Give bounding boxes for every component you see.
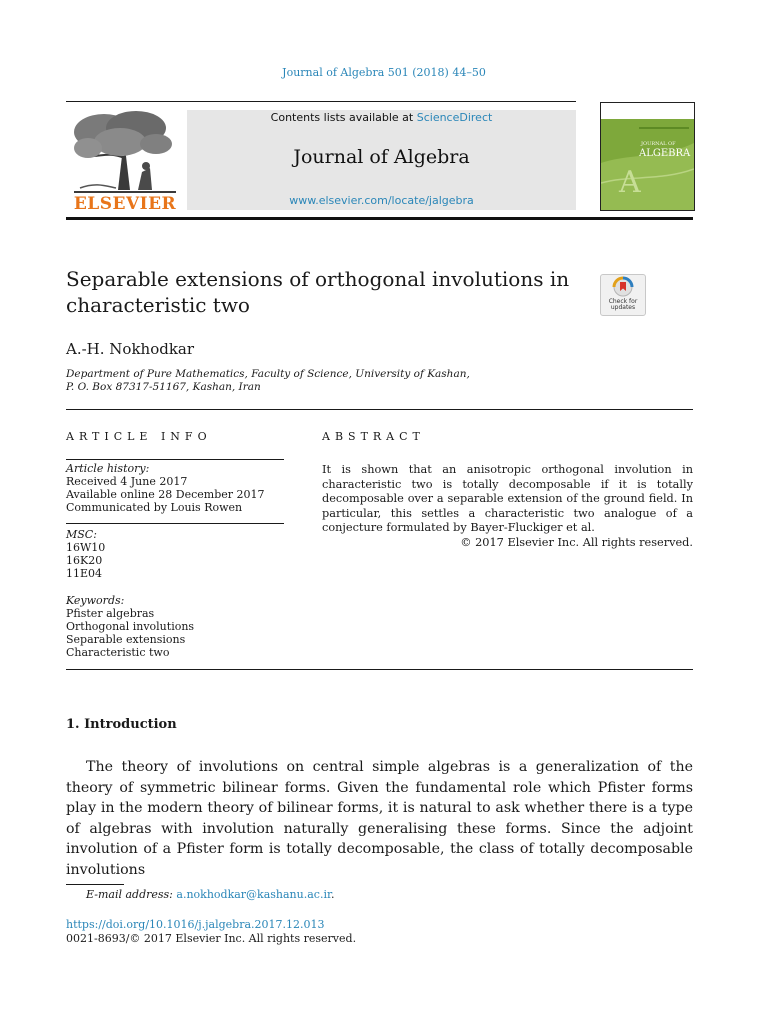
msc-item: 11E04 [66,567,103,580]
doi-link[interactable]: https://doi.org/10.1016/j.jalgebra.2017.12.013 [66,918,325,931]
badge-line1: Check for [608,298,638,305]
cover-line1: JOURNAL OF [641,141,676,147]
author-affiliation [66,368,586,394]
section-rule [66,669,693,670]
journal-url-link[interactable]: www.elsevier.com/locate/jalgebra [289,194,474,207]
email-period: . [331,888,335,901]
msc-item: 16K20 [66,554,103,567]
communicated-by: Communicated by Louis Rowen [66,501,243,514]
article-history [66,462,284,514]
contents-prefix: Contents lists available at [270,111,417,124]
publisher-name: ELSEVIER [73,194,177,214]
keyword-item: Orthogonal involutions [66,620,195,633]
journal-cover[interactable] [600,102,695,211]
email-label: E-mail address: [86,888,173,901]
journal-reference[interactable]: Journal of Algebra 501 (2018) 44–50 [282,66,486,79]
email-link[interactable]: a.nokhodkar@kashanu.ac.ir [176,888,332,901]
footnote-rule [66,884,124,885]
affiliation-line1: Department of Pure Mathematics, Faculty of Science, University of Kashan, [66,368,470,380]
intro-heading: 1. Introduction [66,717,177,732]
email-footnote [86,888,335,901]
journal-name: Journal of Algebra [293,146,470,168]
received-date: Received 4 June 2017 [66,475,188,488]
article-info-rule [66,459,284,460]
keywords [66,594,284,659]
elsevier-logo[interactable] [66,110,184,214]
contents-line [187,111,576,124]
keyword-item: Characteristic two [66,646,170,659]
abstract-heading: ABSTRACT [322,430,425,443]
journal-header-box [187,110,576,210]
issn-copyright: 0021-8693/© 2017 Elsevier Inc. All rights reserved. [66,932,357,945]
header-top-rule [66,101,576,102]
abstract-text: It is shown that an anisotropic orthogonal involution in characteristic two is totally decomposable if it is totally decomposable over a separable extension of the ground field. In particular, this settles a characteristic two analogue of a conjecture formulated by Bayer-Fluckiger et al. [322,463,693,535]
affiliation-line2: P. O. Box 87317-51167, Kashan, Iran [66,381,261,393]
badge-line2: updates [610,304,636,311]
intro-paragraph [66,757,693,880]
bookmark-icon [601,275,645,299]
msc-item: 16W10 [66,541,106,554]
author-name: A.-H. Nokhodkar [66,340,195,358]
check-for-updates-label [601,299,645,311]
header-thick-rule [66,217,693,220]
msc-label: MSC: [66,528,97,541]
keyword-item: Pfister algebras [66,607,155,620]
paper-title: Separable extensions of orthogonal involutions in characteristic two [66,267,570,317]
available-date: Available online 28 December 2017 [66,488,265,501]
check-for-updates-button[interactable] [600,274,646,316]
intro-text: The theory of involutions on central simple algebras is a generalization of the theory of symmetric bilinear forms. Given the fundamental role which Pfister forms play in the modern theory of bilinear forms, it is natural to ask whether there is a type of algebras with involution naturally generalising these forms. Since the adjoint involution of a Pfister form is totally decomposable, the class of totally decomposable involutions [66,759,693,878]
cover-letter: A [619,165,641,200]
keywords-label: Keywords: [66,594,125,607]
abstract-copyright: © 2017 Elsevier Inc. All rights reserved. [460,536,693,549]
history-label: Article history: [66,462,150,475]
cover-line2: ALGEBRA [639,148,691,159]
sciencedirect-link[interactable]: ScienceDirect [416,111,493,124]
article-info-heading: ARTICLE INFO [66,430,212,443]
msc-codes [66,528,284,580]
article-info-rule [66,523,284,524]
section-rule [66,409,693,410]
keyword-item: Separable extensions [66,633,186,646]
